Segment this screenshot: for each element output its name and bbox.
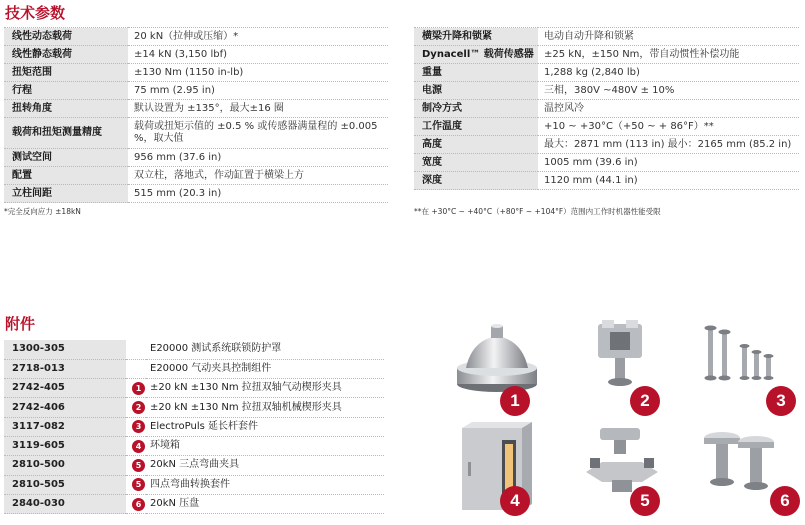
spec-value: ±130 Nm (1150 in-lb) bbox=[128, 64, 388, 82]
spec-label: 宽度 bbox=[414, 154, 538, 172]
spec-row bbox=[414, 136, 799, 154]
number-badge: 4 bbox=[132, 440, 145, 453]
spec-row bbox=[414, 46, 799, 64]
accessory-row bbox=[4, 494, 384, 513]
spec-row bbox=[4, 149, 388, 167]
pneumatic-grip-image bbox=[452, 318, 542, 398]
number-badge: 3 bbox=[132, 420, 145, 433]
number-badge: 1 bbox=[132, 382, 145, 395]
spec-value: 1120 mm (44.1 in) bbox=[538, 172, 799, 190]
product-badge-4: 4 bbox=[500, 486, 530, 516]
spec-value: 温控风冷 bbox=[538, 100, 799, 118]
spec-table-left bbox=[4, 27, 388, 203]
bending-fixture-image bbox=[582, 424, 662, 494]
accessory-code: 1300-305 bbox=[4, 340, 126, 359]
spec-row bbox=[414, 64, 799, 82]
spec-value: 三相，380V ~480V ± 10% bbox=[538, 82, 799, 100]
spec-row bbox=[4, 100, 388, 118]
compression-platens-image bbox=[700, 424, 780, 496]
footnote-right: **在 +30°C ~ +40°C（+80°F ~ +104°F）范围内工作时机器性能受限 bbox=[414, 207, 661, 216]
accessory-desc: ±20 kN ±130 Nm 拉扭双轴机械楔形夹具 bbox=[146, 398, 384, 417]
number-badge: 5 bbox=[132, 459, 145, 472]
accessory-code: 2840-030 bbox=[4, 494, 126, 513]
spec-value: ±25 kN，±150 Nm，带自动惯性补偿功能 bbox=[538, 46, 799, 64]
footnote-left: *完全反向应力 ±18kN bbox=[4, 207, 81, 216]
spec-value: 956 mm (37.6 in) bbox=[128, 149, 388, 167]
spec-row bbox=[414, 118, 799, 136]
accessory-desc: ±20 kN ±130 Nm 拉扭双轴气动楔形夹具 bbox=[146, 379, 384, 398]
accessory-row bbox=[4, 456, 384, 475]
spec-label: 重量 bbox=[414, 64, 538, 82]
accessory-desc: E20000 测试系统联锁防护罩 bbox=[146, 340, 384, 359]
mechanical-grip-image bbox=[590, 318, 650, 390]
accessory-code: 2718-013 bbox=[4, 359, 126, 378]
accessory-code: 3117-082 bbox=[4, 417, 126, 436]
spec-row bbox=[4, 118, 388, 149]
spec-row bbox=[4, 82, 388, 100]
spec-label: 扭矩范围 bbox=[4, 64, 128, 82]
accessory-code: 2810-500 bbox=[4, 456, 126, 475]
accessory-row bbox=[4, 398, 384, 417]
spec-label: 立柱间距 bbox=[4, 185, 128, 203]
spec-value: 默认设置为 ±135°，最大±16 圈 bbox=[128, 100, 388, 118]
spec-label: 工作温度 bbox=[414, 118, 538, 136]
spec-label: 配置 bbox=[4, 167, 128, 185]
spec-row bbox=[414, 28, 799, 46]
spec-label: 深度 bbox=[414, 172, 538, 190]
spec-label: 扭转角度 bbox=[4, 100, 128, 118]
accessory-row bbox=[4, 417, 384, 436]
spec-value: 双立柱，落地式，作动缸置于横梁上方 bbox=[128, 167, 388, 185]
spec-label: 测试空间 bbox=[4, 149, 128, 167]
accessory-desc: 环境箱 bbox=[146, 436, 384, 455]
spec-label: 行程 bbox=[4, 82, 128, 100]
spec-label: 横梁升降和锁紧 bbox=[414, 28, 538, 46]
spec-row bbox=[414, 172, 799, 190]
spec-row bbox=[4, 167, 388, 185]
accessory-desc: 20kN 压盘 bbox=[146, 494, 384, 513]
accessory-code: 2742-405 bbox=[4, 379, 126, 398]
spec-value: 1,288 kg (2,840 lb) bbox=[538, 64, 799, 82]
accessory-code: 2810-505 bbox=[4, 475, 126, 494]
spec-label: 线性动态载荷 bbox=[4, 28, 128, 46]
spec-value: +10 ~ +30°C（+50 ~ + 86°F）** bbox=[538, 118, 799, 136]
spec-section-title: 技术参数 bbox=[5, 4, 66, 22]
product-badge-6: 6 bbox=[770, 486, 800, 516]
spec-row bbox=[414, 100, 799, 118]
spec-value: 电动自动升降和锁紧 bbox=[538, 28, 799, 46]
accessory-row bbox=[4, 359, 384, 378]
accessory-row bbox=[4, 379, 384, 398]
spec-value: 1005 mm (39.6 in) bbox=[538, 154, 799, 172]
spec-label: 电源 bbox=[414, 82, 538, 100]
accessory-desc: E20000 气动夹具控制组件 bbox=[146, 359, 384, 378]
extension-rods-image bbox=[700, 322, 778, 382]
spec-row bbox=[4, 185, 388, 203]
spec-value: 75 mm (2.95 in) bbox=[128, 82, 388, 100]
accessory-desc: 四点弯曲转换套件 bbox=[146, 475, 384, 494]
accessory-code: 2742-406 bbox=[4, 398, 126, 417]
spec-label: 线性静态载荷 bbox=[4, 46, 128, 64]
spec-value: 最大：2871 mm (113 in) 最小：2165 mm (85.2 in) bbox=[538, 136, 799, 154]
accessory-row bbox=[4, 475, 384, 494]
spec-row bbox=[414, 82, 799, 100]
number-badge: 2 bbox=[132, 401, 145, 414]
accessory-desc: 20kN 三点弯曲夹具 bbox=[146, 456, 384, 475]
product-badge-5: 5 bbox=[630, 486, 660, 516]
accessory-code: 3119-605 bbox=[4, 436, 126, 455]
accessory-row bbox=[4, 340, 384, 359]
spec-table-right bbox=[414, 27, 799, 190]
spec-row bbox=[4, 28, 388, 46]
product-badge-1: 1 bbox=[500, 386, 530, 416]
accessory-desc: ElectroPuls 延长杆套件 bbox=[146, 417, 384, 436]
spec-label: 制冷方式 bbox=[414, 100, 538, 118]
spec-value: 20 kN（拉伸或压缩）* bbox=[128, 28, 388, 46]
spec-label: 载荷和扭矩测量精度 bbox=[4, 118, 128, 149]
accessories-section-title: 附件 bbox=[5, 315, 36, 333]
spec-row bbox=[4, 46, 388, 64]
accessory-row bbox=[4, 436, 384, 455]
product-badge-2: 2 bbox=[630, 386, 660, 416]
spec-row bbox=[414, 154, 799, 172]
number-badge: 5 bbox=[132, 478, 145, 491]
spec-value: ±14 kN (3,150 lbf) bbox=[128, 46, 388, 64]
spec-label: 高度 bbox=[414, 136, 538, 154]
spec-row bbox=[4, 64, 388, 82]
product-badge-3: 3 bbox=[766, 386, 796, 416]
spec-value: 载荷或扭矩示值的 ±0.5 % 或传感器满量程的 ±0.005 %，取大值 bbox=[128, 118, 388, 149]
number-badge: 6 bbox=[132, 498, 145, 511]
accessories-table bbox=[4, 340, 384, 514]
spec-value: 515 mm (20.3 in) bbox=[128, 185, 388, 203]
spec-label: Dynacell™ 载荷传感器 bbox=[414, 46, 538, 64]
